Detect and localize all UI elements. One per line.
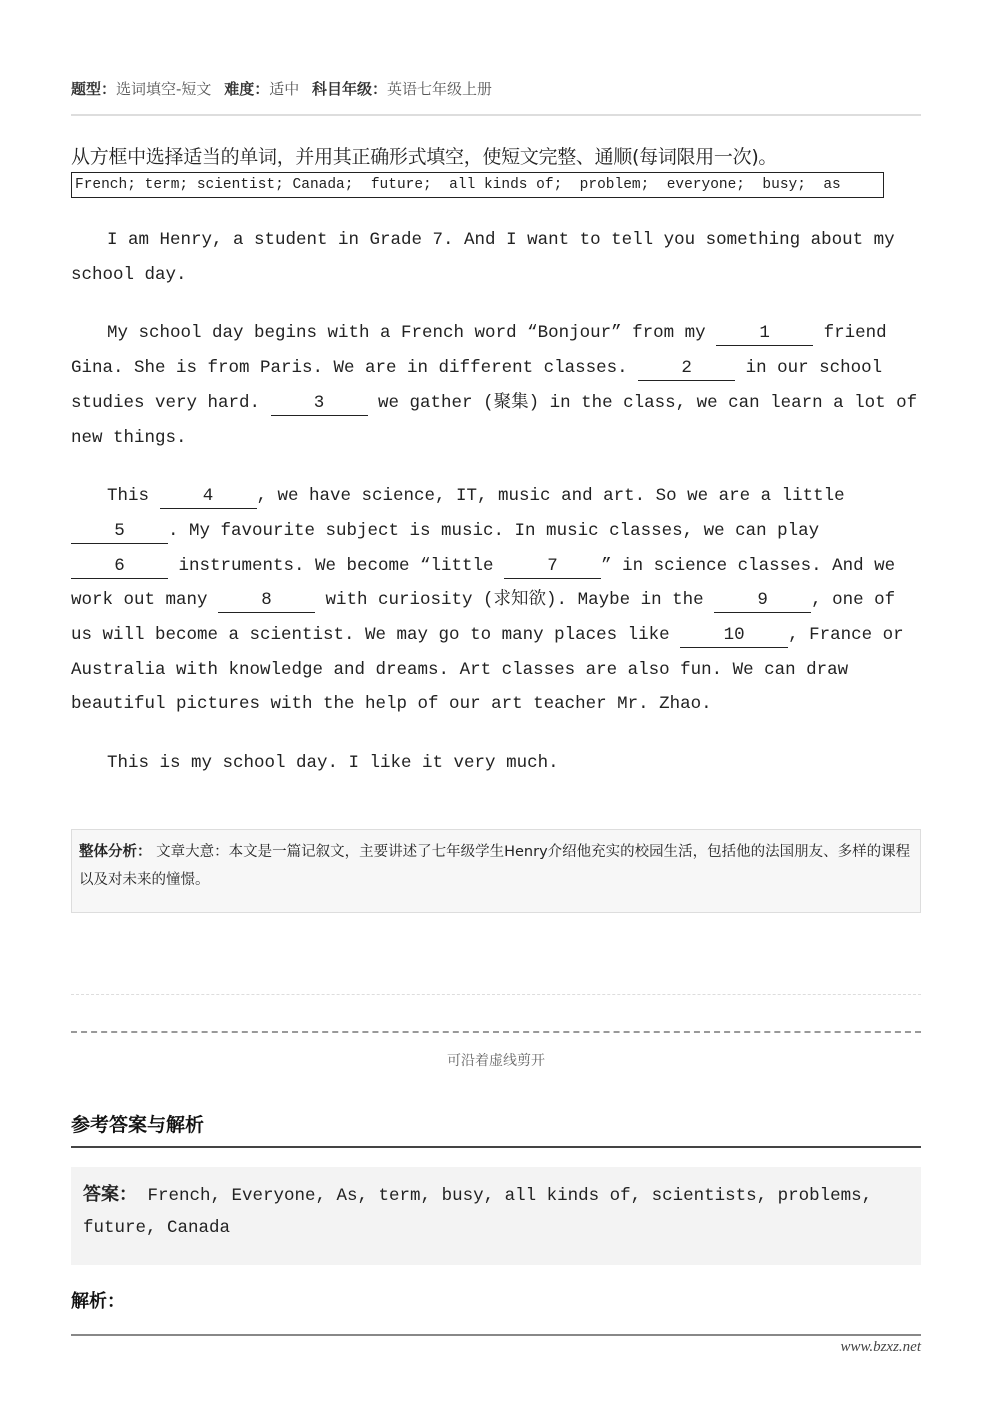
blank-8: 8 <box>218 588 315 613</box>
blank-7: 7 <box>504 554 601 579</box>
blank-4: 4 <box>160 484 257 509</box>
dashed-divider <box>71 994 921 995</box>
difficulty-value: 适中 <box>269 80 300 98</box>
meta-divider <box>71 114 921 116</box>
text-segment: we gather (聚集) in the class, we can learn a lot of new things. <box>71 392 918 448</box>
blank-10: 10 <box>680 623 788 648</box>
paragraph-1: I am Henry, a student in Grade 7. And I want to tell you something about my school day. <box>71 230 895 285</box>
blank-1: 1 <box>716 321 813 346</box>
subject-value: 英语七年级上册 <box>387 80 493 98</box>
type-value: 选词填空-短文 <box>116 80 212 98</box>
text-segment: , one of us will become a scientist. We may go to many places like <box>71 590 896 646</box>
blank-5: 5 <box>71 519 168 544</box>
text-segment: . My favourite subject is music. In music classes, we can play <box>168 520 820 541</box>
explanation-label: 解析： <box>71 1291 125 1312</box>
blank-6: 6 <box>71 554 168 579</box>
paragraph-4: This is my school day. I like it very much. <box>107 753 559 774</box>
type-label: 题型： <box>71 80 117 98</box>
text-segment: with curiosity (求知欲). Maybe in the <box>315 590 715 611</box>
answer-label: 答案： <box>83 1184 137 1205</box>
analysis-label: 整体分析： <box>79 844 152 860</box>
text-segment: ” in science classes. And we work out many <box>71 555 896 611</box>
text-segment: , France or Australia with knowledge and dreams. Art classes are also fun. We can draw beautiful pictures with the help of our art teacher Mr. Zhao. <box>71 625 904 715</box>
text-segment: , we have science, IT, music and art. So we are a little <box>256 486 845 507</box>
footer-divider <box>71 1334 921 1336</box>
difficulty-label: 难度： <box>224 80 270 98</box>
cut-hint: 可沿着虚线剪开 <box>447 1053 545 1069</box>
answer-text: French, Everyone, As, term, busy, all kinds of, scientists, problems, future, Canada <box>83 1186 873 1238</box>
overall-analysis-box <box>71 829 921 913</box>
text-segment: instruments. We become “little <box>168 555 505 576</box>
instruction: 从方框中选择适当的单词，并用其正确形式填空，使短文完整、通顺(每词限用一次)。 <box>71 146 778 168</box>
cut-line <box>71 1031 921 1033</box>
blank-3: 3 <box>271 391 368 416</box>
blank-9: 9 <box>714 588 811 613</box>
passage <box>71 223 921 805</box>
answer-box <box>71 1167 921 1265</box>
question-meta <box>71 78 492 99</box>
analysis-text: 文章大意：本文是一篇记叙文，主要讲述了七年级学生Henry介绍他充实的校园生活，包括他的法国朋友、多样的课程以及对未来的憧憬。 <box>79 844 911 888</box>
paragraph-2 <box>71 316 921 455</box>
subject-label: 科目年级： <box>312 80 388 98</box>
word-box: French; term; scientist; Canada; future; all kinds of; problem; everyone; busy; as <box>71 172 884 198</box>
answer-section-title: 参考答案与解析 <box>71 1114 205 1136</box>
text-segment: in our school studies very hard. <box>71 358 883 413</box>
text-segment: friend Gina. She is from Paris. We are in different classes. <box>71 323 887 379</box>
blank-2: 2 <box>638 356 735 381</box>
footer-site: www.bzxz.net <box>840 1339 921 1355</box>
text-segment: This <box>107 486 160 507</box>
text-segment: My school day begins with a French word “Bonjour” from my <box>107 323 717 344</box>
answer-title-divider <box>71 1146 921 1148</box>
paragraph-3 <box>71 479 921 722</box>
